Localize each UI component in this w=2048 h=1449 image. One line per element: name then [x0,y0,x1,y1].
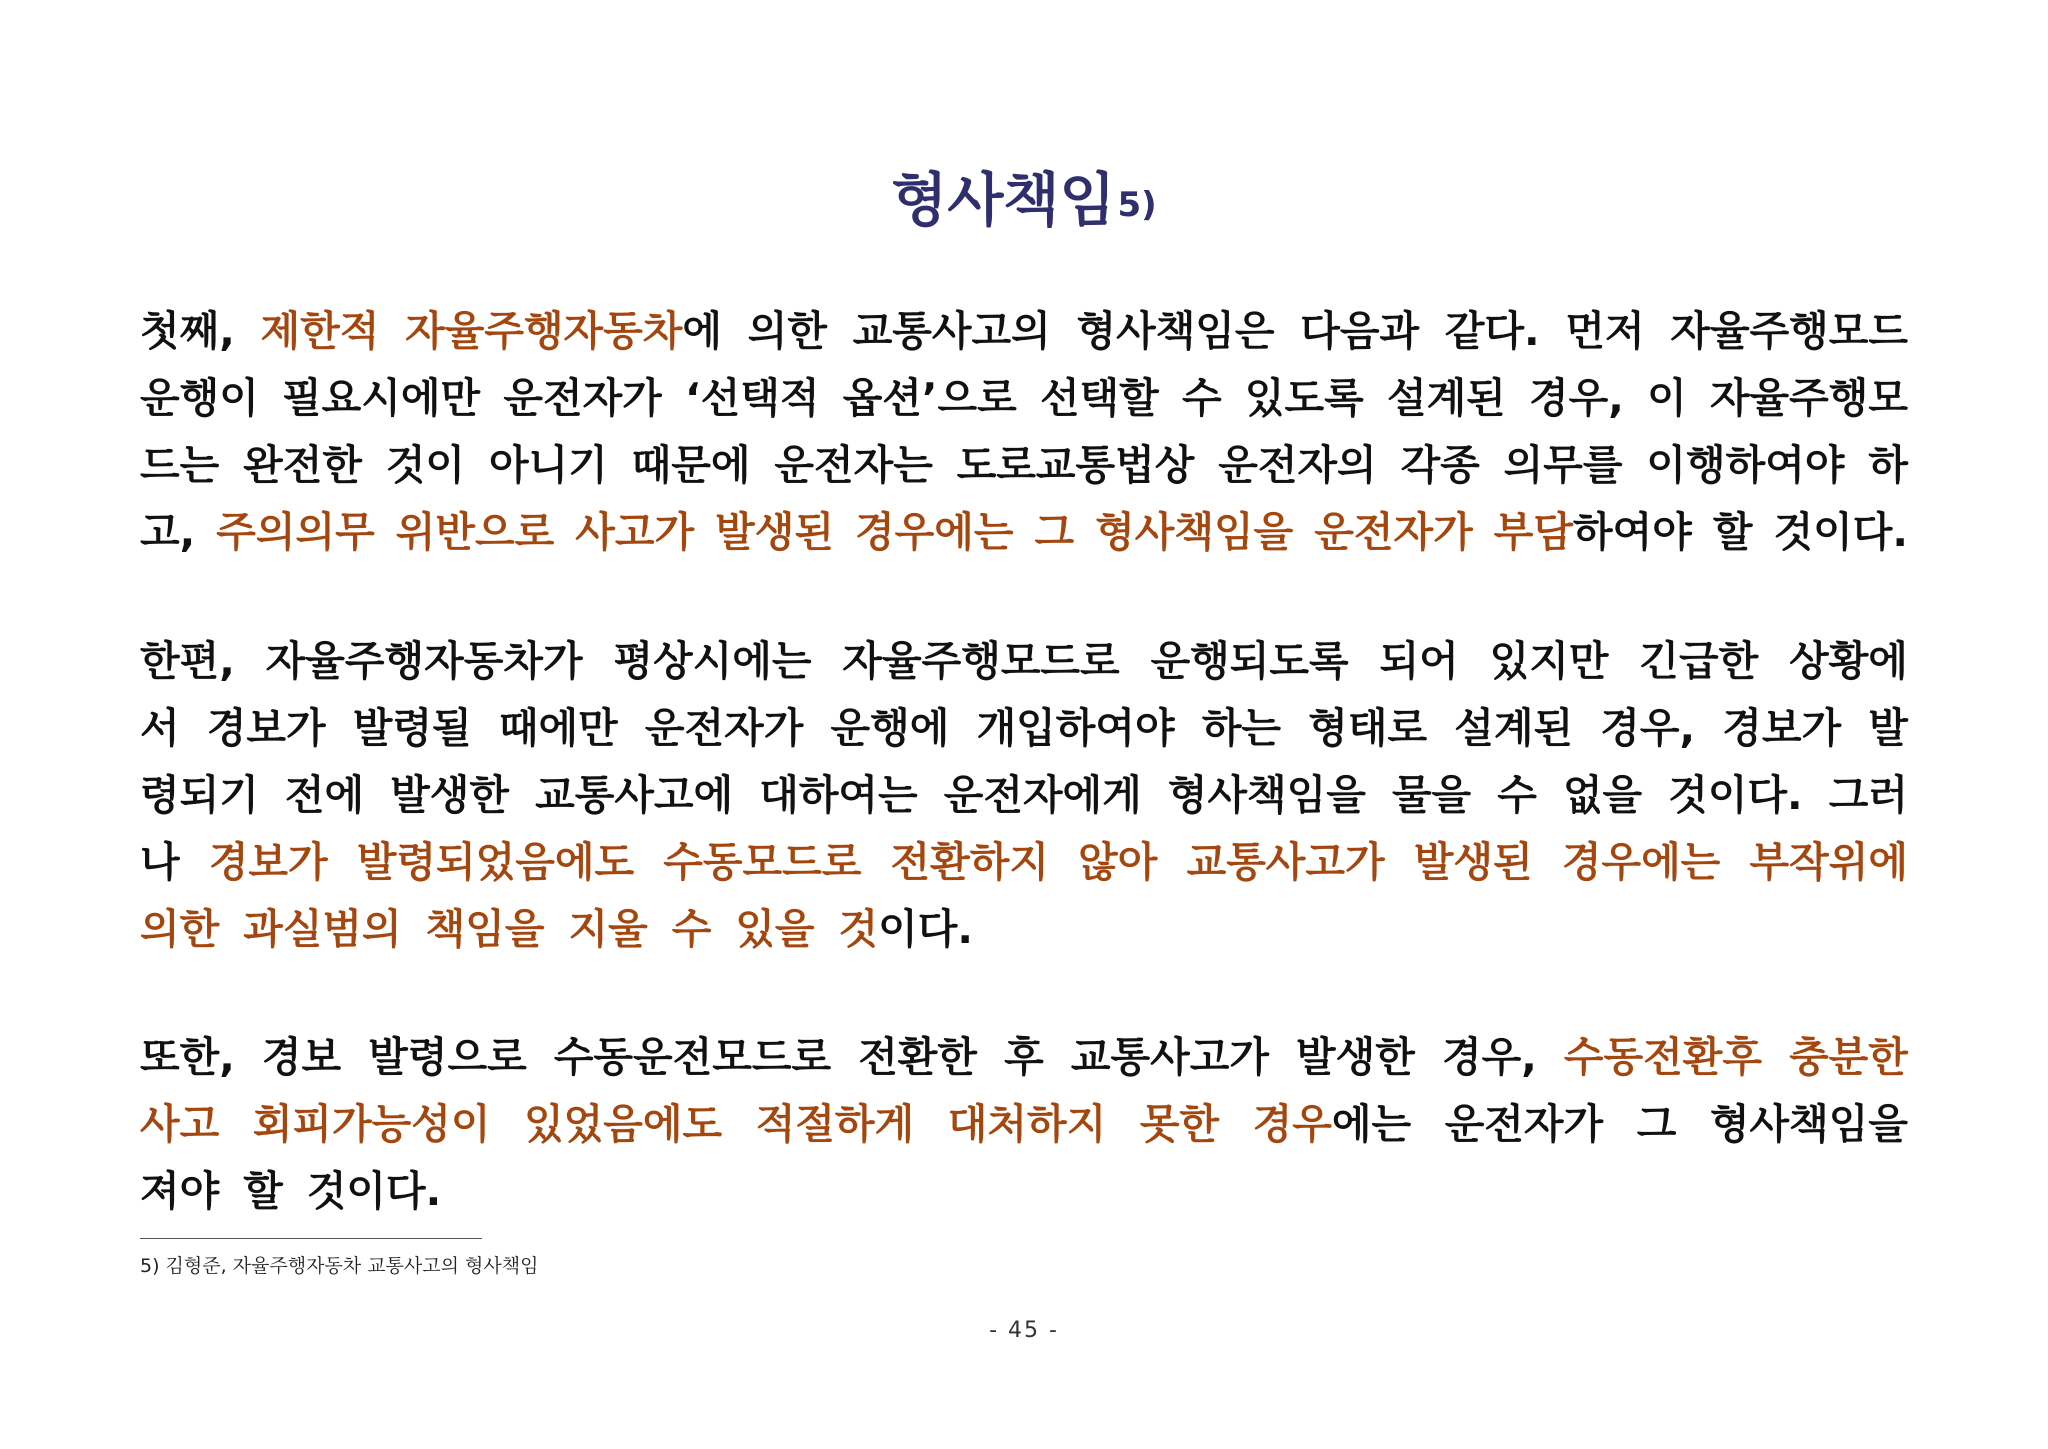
body-text: 경보 [261,1033,342,1081]
paragraph-line [140,1024,1908,1091]
word [243,896,401,963]
body-text: 운행이 [140,374,259,422]
word [1639,628,1758,695]
word [1868,432,1908,499]
word [1168,762,1366,829]
paragraph-line [140,896,1908,963]
body-text: 하는 [1201,704,1282,752]
word [1504,432,1623,499]
word [1253,1091,1411,1158]
body-text: 상황에 [1789,637,1908,685]
word [216,499,374,566]
highlighted-text: 제한적 [260,307,380,355]
word [1445,1091,1603,1158]
word [1529,365,1624,432]
word [140,365,259,432]
word [1490,628,1609,695]
body-text: 없을 [1562,771,1643,819]
body-text: 자율주행모 [1709,374,1908,422]
body-text: 경우, [1600,704,1696,752]
highlighted-text: 사고가 [575,508,695,556]
body-text: 물을 [1391,771,1472,819]
word [1646,432,1844,499]
body-text: 것이다. [1773,508,1908,556]
body-text: 전환한 [858,1033,978,1081]
word [855,499,1013,566]
word [685,365,819,432]
body-text: ‘선택적 [685,374,820,422]
word [1789,628,1908,695]
word [1564,1024,1762,1091]
word [891,829,1049,896]
word [1414,829,1533,896]
paragraph-line [140,762,1908,829]
page-number: - 45 - [989,1318,1059,1343]
body-text: 에는 [1331,1100,1412,1148]
highlighted-text: 것 [838,905,879,953]
word [140,1158,219,1225]
body-text: 그러 [1828,771,1908,819]
highlighted-text: 자율주행자동차 [405,307,683,355]
word [1494,499,1692,566]
paragraph-line [140,1091,1908,1158]
highlighted-text: 사고 [140,1100,220,1148]
word [261,298,380,365]
word [1040,365,1159,432]
highlighted-text: 주의의무 [216,508,375,556]
body-text: 운전자가 [1444,1100,1604,1148]
highlighted-text: 발령되었음에도 [356,838,635,886]
body-text: 자율주행모드 [1670,307,1908,355]
paragraph-manual-mode-liability [140,1024,1908,1225]
body-text: 교통사고에 [535,771,734,819]
word [499,695,618,762]
word [1562,829,1720,896]
highlighted-text: 수 [671,905,712,953]
body-text: 운전자가 [644,704,804,752]
page-title-text: 형사책임 [891,166,1116,234]
highlighted-text: 대처하지 [947,1100,1107,1148]
word [1722,695,1841,762]
highlighted-text: 부담 [1493,508,1574,556]
paragraph-line [140,432,1908,499]
highlighted-text: 않아 [1078,838,1158,886]
word [390,762,509,829]
word [1774,499,1908,566]
word [715,499,834,566]
word [285,762,364,829]
body-text: 각종 [1400,441,1480,489]
body-text: 선택할 [1039,374,1159,422]
word [1140,1091,1219,1158]
body-text: 드는 [140,441,220,489]
word [1151,628,1349,695]
body-text: 자율주행자동차가 [265,637,583,685]
body-text: 서 [140,704,180,752]
word [209,829,328,896]
word [948,1091,1106,1158]
body-text: 개입하여야 [976,704,1175,752]
highlighted-text: 경우에는 [855,508,1014,556]
body-text: 것이다. [306,1167,442,1215]
word [759,762,917,829]
word [839,896,973,963]
paragraph-line [140,628,1908,695]
word [524,1091,722,1158]
word [1713,499,1753,566]
word [140,1024,235,1091]
body-text: 나 [140,838,180,886]
word [1670,298,1908,365]
body-text: 교통사고의 [852,307,1051,355]
word [140,432,219,499]
body-text: 자율주행모드로 [842,637,1120,685]
word [357,829,634,896]
body-text: 후 [1004,1033,1044,1081]
body-text: 설계된 [1386,374,1506,422]
highlighted-text: 책임을 [425,905,545,953]
highlighted-text: 발생된 [715,508,834,556]
word [748,298,827,365]
paragraph-line [140,365,1908,432]
body-text: 또한, [140,1033,235,1081]
paragraph-line [140,499,1908,566]
body-text: 에 [682,307,722,355]
word [1563,762,1642,829]
word [568,896,647,963]
highlighted-text: 경우에는 [1561,838,1721,886]
word [140,829,180,896]
paragraph-line [140,829,1908,896]
word [1035,499,1075,566]
highlighted-text: 형사책임을 [1095,508,1294,556]
word [735,896,814,963]
highlighted-text: 부작위에 [1749,838,1908,886]
body-text: 발령될 [352,704,472,752]
paragraph-line [140,695,1908,762]
word [353,695,472,762]
body-text: 수 [1497,771,1537,819]
word [405,298,722,365]
body-text: 하여야 [1573,508,1692,556]
word [1454,695,1573,762]
body-text: 전에 [284,771,365,819]
body-text: 때문에 [631,441,751,489]
word [645,695,803,762]
body-text: 경보가 [1722,704,1842,752]
body-text: 져야 [140,1167,220,1215]
word [1710,1091,1908,1158]
highlighted-text: 위반으로 [395,508,555,556]
word [1637,1091,1677,1158]
word [957,432,1195,499]
word [243,1158,283,1225]
word [632,432,751,499]
word [1387,365,1506,432]
word [282,365,480,432]
body-text: 경우, [1442,1033,1537,1081]
body-text: 되어 [1379,637,1459,685]
body-text: 경보가 [206,704,326,752]
body-text: 수 [1182,374,1222,422]
body-text: 교통사고가 [1070,1033,1269,1081]
word [1296,1024,1415,1091]
body-text: 고, [140,508,196,556]
word [396,499,554,566]
word [489,432,608,499]
body-text: 운행에 [830,704,950,752]
page-title [0,160,2048,245]
word [1401,432,1480,499]
highlighted-text: 운전자가 [1314,508,1473,556]
highlighted-text: 그 [1034,508,1075,556]
body-text: 운전자의 [1218,441,1377,489]
word [672,896,712,963]
word [307,1158,441,1225]
word [575,499,694,566]
body-text: 옵션’으로 [842,374,1017,422]
word [1497,762,1537,829]
word [262,1024,341,1091]
word [140,896,219,963]
highlighted-text: 못한 [1139,1100,1220,1148]
word [207,695,326,762]
word [1314,499,1472,566]
word [1647,365,1687,432]
body-text: 이행하여야 [1646,441,1845,489]
body-text: 때에만 [498,704,618,752]
word [977,695,1175,762]
body-text: 도로교통법상 [956,441,1195,489]
body-text: 수동운전모드로 [553,1033,832,1081]
word [756,1091,914,1158]
body-text: 의한 [747,307,827,355]
word [1600,695,1695,762]
footnote-text: 5) 김형준, 자율주행자동차 교통사고의 형사책임 [140,1255,539,1277]
word [140,762,259,829]
paragraph-first-liability [140,298,1908,566]
word [426,896,545,963]
body-text: 형사책임은 [1076,307,1275,355]
body-text: 발생한 [390,771,510,819]
word [1071,1024,1269,1091]
highlighted-text: 교통사고가 [1186,838,1385,886]
body-text: 평상시에는 [613,637,812,685]
word [503,365,661,432]
body-text: 설계된 [1454,704,1574,752]
body-text: 령되기 [140,771,259,819]
body-text: 같다. [1444,307,1540,355]
body-text: 형태로 [1308,704,1428,752]
word [1380,628,1459,695]
highlighted-text: 발생된 [1413,838,1533,886]
word [1182,365,1222,432]
word [554,1024,831,1091]
word [1095,499,1293,566]
word [1245,365,1364,432]
highlighted-text: 있었음에도 [524,1100,723,1148]
word [253,1091,491,1158]
word [831,695,950,762]
footnote-divider [140,1238,482,1239]
word [1076,298,1274,365]
word [774,432,932,499]
highlighted-text: 충분한 [1789,1033,1908,1081]
body-text: 발 [1868,704,1908,752]
word [140,695,180,762]
footnote-reference: 5) [1117,185,1157,225]
body-text: 있도록 [1244,374,1364,422]
word [1829,762,1908,829]
body-text: 필요시에만 [282,374,481,422]
body-text: 형사책임을 [1709,1100,1908,1148]
word [140,1091,219,1158]
word [1187,829,1385,896]
word [944,762,1142,829]
body-text: 이 [1647,374,1687,422]
body-text: 하 [1868,441,1908,489]
word [266,628,583,695]
highlighted-text: 적절하게 [755,1100,915,1148]
highlighted-text: 전환하지 [890,838,1049,886]
body-text: 운행되도록 [1150,637,1349,685]
body-text: 완전한 [243,441,362,489]
word [1750,829,1908,896]
word [140,628,235,695]
body-text: 발령으로 [368,1033,527,1081]
highlighted-text: 과실범의 [243,905,402,953]
body-text: 첫째, [140,307,235,355]
word [1078,829,1157,896]
word [1218,432,1376,499]
word [368,1024,526,1091]
word [858,1024,977,1091]
word [1565,298,1644,365]
body-text: 한편, [140,637,235,685]
body-text: 것이 [385,441,466,489]
paragraph-line [140,1158,1908,1225]
highlighted-text: 의한 [140,905,220,953]
body-text: 운전자가 [503,374,662,422]
word [1668,762,1802,829]
word [243,432,362,499]
word [853,298,1051,365]
highlighted-text: 수동전환후 [1563,1033,1762,1081]
body-text: 할 [1712,508,1753,556]
body-text: 운전자는 [774,441,933,489]
paragraph-line [140,298,1908,365]
word [140,499,195,566]
word [842,628,1119,695]
body-text: 의무를 [1503,441,1623,489]
body-text: 다음과 [1300,307,1420,355]
body-text: 있지만 [1489,637,1609,685]
body-text: 발생한 [1296,1033,1415,1081]
word [140,298,235,365]
highlighted-text: 경우 [1252,1100,1332,1148]
word [613,628,811,695]
body-text: 할 [243,1167,283,1215]
body-text: 경우, [1529,374,1624,422]
word [663,829,861,896]
word [1445,298,1540,365]
word [1392,762,1471,829]
body-text: 먼저 [1565,307,1645,355]
body-text: 아니기 [488,441,608,489]
highlighted-text: 경보가 [208,838,328,886]
body-text: 이다. [878,905,973,953]
body-text: 대하여는 [759,771,918,819]
body-text: 그 [1636,1100,1677,1148]
highlighted-text: 회피가능성이 [252,1100,491,1148]
word [1004,1024,1044,1091]
word [386,432,465,499]
body-text: 형사책임을 [1167,771,1366,819]
body-text: 운전자에게 [943,771,1142,819]
word [1710,365,1908,432]
word [1202,695,1281,762]
word [1442,1024,1537,1091]
highlighted-text: 있을 [735,905,815,953]
word [535,762,733,829]
word [1300,298,1419,365]
paragraph-warning-mode-liability [140,628,1908,963]
word [1789,1024,1908,1091]
highlighted-text: 지울 [568,905,648,953]
word [1308,695,1427,762]
word [843,365,1017,432]
body-text: 긴급한 [1639,637,1759,685]
highlighted-text: 수동모드로 [663,838,862,886]
word [1868,695,1908,762]
body-text: 것이다. [1668,771,1803,819]
